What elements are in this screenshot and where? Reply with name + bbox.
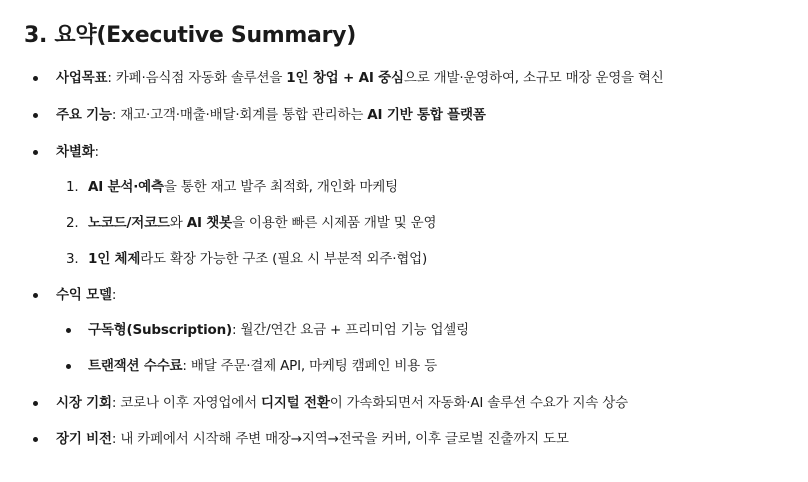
- list-item-text: 사업목표: 카페·음식점 자동화 솔루션을 1인 창업 + AI 중심으로 개발·운영하여, 소규모 매장 운영을 혁신: [56, 70, 664, 86]
- item-label: 차별화: [56, 144, 95, 160]
- list-item-text: 장기 비전: 내 카페에서 시작해 주변 매장→지역→전국을 커버, 이후 글로벌 진출까지 도모: [56, 431, 569, 447]
- list-number: 2.: [66, 215, 79, 231]
- sub-item-text: 트랜잭션 수수료: 배달 주문·결제 API, 마케팅 캠페인 비용 등: [88, 358, 437, 374]
- item-label: 사업목표: [56, 70, 108, 86]
- sub-item-text: 구독형(Subscription): 월간/연간 요금 + 프리미엄 기능 업셀링: [88, 322, 469, 338]
- bullet: [66, 364, 71, 369]
- section-title: 3. 요약(Executive Summary): [24, 23, 356, 48]
- sub-item-text: 노코드/저코드와 AI 챗봇을 이용한 빠른 시제품 개발 및 운영: [88, 215, 437, 231]
- list-item-text: 차별화:: [56, 144, 99, 160]
- bullet: [33, 150, 38, 155]
- bullet: [33, 113, 38, 118]
- item-label: 수익 모델: [56, 287, 112, 303]
- bullet: [33, 401, 38, 406]
- list-item-text: 주요 기능: 재고·고객·매출·배달·회계를 통합 관리하는 AI 기반 통합 플랫폼: [56, 107, 486, 123]
- list-number: 3.: [66, 251, 79, 267]
- item-label: 시장 기회: [56, 395, 112, 411]
- sub-item-text: AI 분석·예측을 통한 재고 발주 최적화, 개인화 마케팅: [88, 179, 398, 195]
- item-label: 장기 비전: [56, 431, 112, 447]
- bullet: [33, 293, 38, 298]
- list-item-text: 수익 모델:: [56, 287, 117, 303]
- sub-item-text: 1인 체제라도 확장 가능한 구조 (필요 시 부분적 외주·협업): [88, 251, 428, 267]
- bullet: [33, 437, 38, 442]
- bullet: [33, 76, 38, 81]
- list-number: 1.: [66, 179, 79, 195]
- item-label: 주요 기능: [56, 107, 112, 123]
- list-item-text: 시장 기회: 코로나 이후 자영업에서 디지털 전환이 가속화되면서 자동화·AI 솔루션 수요가 지속 상승: [56, 395, 628, 411]
- bullet: [66, 328, 71, 333]
